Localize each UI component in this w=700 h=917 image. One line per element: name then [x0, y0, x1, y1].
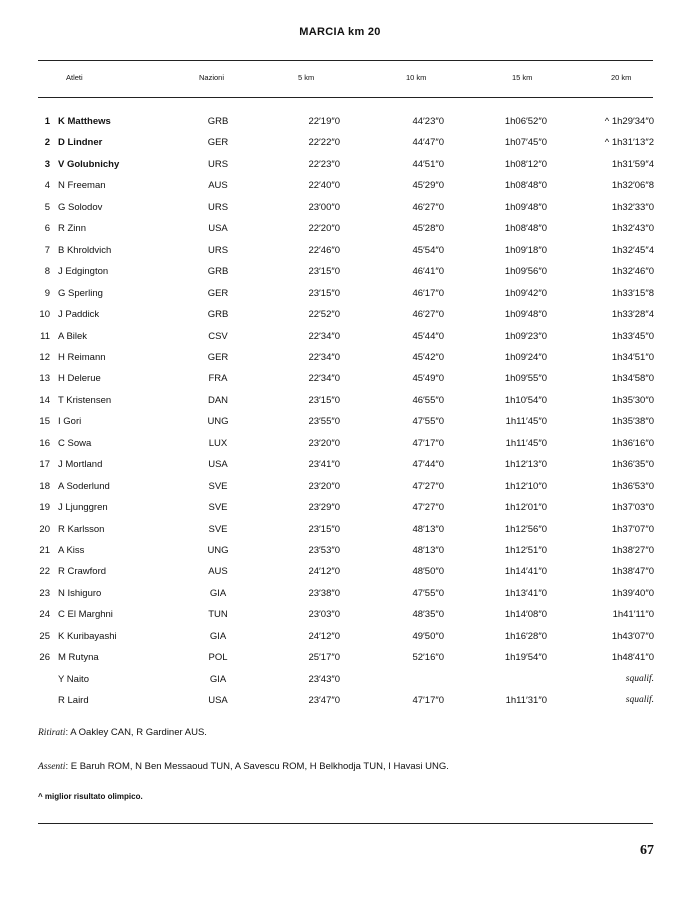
rank-cell: 23: [39, 587, 50, 599]
table-row: [0, 545, 700, 566]
bottom-rule: [38, 823, 653, 824]
table-row: [0, 566, 700, 587]
rank-cell: 19: [39, 502, 50, 514]
split-10km: 48′50″0: [412, 566, 444, 578]
split-10km: 46′27″0: [412, 309, 444, 321]
split-5km: 25′17″0: [308, 652, 340, 664]
time-20km: 1h36′16″0: [611, 437, 654, 449]
split-15km: 1h12′10″0: [504, 480, 547, 492]
nation-cell: SVE: [208, 480, 228, 492]
athlete-name: I Gori: [58, 416, 82, 428]
rank-cell: 20: [39, 523, 50, 535]
rank-cell: 25: [39, 630, 50, 642]
athlete-name: A Bilek: [58, 330, 88, 342]
split-5km: 22′20″0: [308, 223, 340, 235]
split-10km: 45′28″0: [412, 223, 444, 235]
time-20km: 1h36′53″0: [611, 480, 654, 492]
table-row: [0, 416, 700, 437]
page-title: MARCIA km 20: [299, 26, 381, 38]
split-10km: 46′27″0: [412, 201, 444, 213]
time-20km: 1h39′40″0: [611, 587, 654, 599]
rank-cell: 4: [44, 180, 50, 192]
rank-cell: 5: [44, 201, 50, 213]
time-20km: 1h34′51″0: [611, 351, 654, 363]
athlete-name: J Ljunggren: [58, 502, 108, 514]
top-rule: [38, 60, 653, 61]
split-10km: 48′13″0: [412, 545, 444, 556]
split-10km: 45′49″0: [412, 373, 444, 385]
table-row: [0, 223, 700, 244]
nation-cell: GRB: [207, 116, 229, 127]
split-5km: 23′53″0: [308, 545, 340, 556]
split-15km: 1h09′48″0: [504, 201, 547, 213]
split-5km: 23′55″0: [308, 416, 340, 428]
rank-cell: 16: [39, 437, 50, 449]
athlete-name: C El Marghni: [58, 609, 113, 621]
split-15km: 1h08′12″0: [504, 158, 547, 170]
split-10km: 45′54″0: [412, 244, 444, 256]
rank-cell: 1: [44, 116, 50, 127]
absent-label: Assenti: [38, 762, 66, 772]
rank-cell: 7: [44, 244, 50, 256]
split-15km: 1h11′31″0: [505, 695, 547, 707]
split-15km: 1h09′48″0: [504, 309, 547, 321]
withdrawn-label: Ritirati: [38, 728, 66, 738]
split-5km: 23′15″0: [308, 266, 340, 278]
athlete-name: H Delerue: [58, 373, 101, 385]
split-15km: 1h14′41″0: [504, 566, 547, 578]
nation-cell: LUX: [208, 437, 228, 449]
table-row: [0, 309, 700, 330]
athlete-name: V Golubnichy: [58, 158, 120, 170]
split-5km: 22′46″0: [308, 244, 340, 256]
nation-cell: AUS: [208, 566, 228, 578]
split-15km: 1h12′13″0: [504, 459, 547, 471]
athlete-name: C Sowa: [58, 437, 92, 449]
table-row: [0, 459, 700, 480]
header-athletes: Atleti: [66, 73, 83, 82]
nation-cell: SVE: [208, 502, 228, 514]
table-row: [0, 352, 700, 373]
table-row: [0, 481, 700, 502]
nation-cell: GER: [207, 137, 229, 149]
time-20km: 1h32′43″0: [611, 223, 654, 235]
table-row: [0, 588, 700, 609]
table-row: [0, 266, 700, 287]
rank-cell: 2: [44, 137, 50, 149]
split-5km: 22′34″0: [308, 351, 340, 363]
nation-cell: GIA: [209, 630, 227, 642]
split-5km: 23′03″0: [308, 609, 340, 621]
split-15km: 1h13′41″0: [504, 587, 547, 599]
time-20km: 1h37′07″0: [611, 523, 654, 535]
split-15km: 1h12′51″0: [504, 545, 547, 556]
athlete-name: G Solodov: [58, 201, 103, 213]
nation-cell: DAN: [207, 394, 229, 406]
header-rule: [38, 97, 653, 98]
split-15km: 1h11′45″0: [505, 416, 547, 428]
time-20km: 1h48′41″0: [611, 652, 654, 664]
athlete-name: K Matthews: [58, 116, 111, 127]
time-20km: 1h33′45″0: [611, 330, 654, 342]
athlete-name: H Reimann: [58, 351, 106, 363]
table-row: [0, 331, 700, 352]
split-10km: 46′17″0: [412, 287, 444, 299]
time-20km: 1h32′46″0: [611, 266, 654, 278]
nation-cell: URS: [207, 244, 229, 256]
table-row: [0, 652, 700, 673]
split-5km: 23′15″0: [308, 394, 340, 406]
split-5km: 22′34″0: [308, 373, 340, 385]
header-15km: 15 km: [512, 73, 533, 82]
absent-note: [38, 761, 449, 772]
header-20km: 20 km: [611, 73, 632, 82]
nation-cell: URS: [207, 201, 229, 213]
withdrawn-text: : A Oakley CAN, R Gardiner AUS.: [65, 727, 207, 738]
rank-cell: 13: [39, 373, 50, 385]
time-20km: squalif.: [625, 695, 654, 706]
nation-cell: UNG: [207, 416, 229, 428]
time-20km: 1h43′07″0: [611, 630, 654, 642]
nation-cell: GIA: [209, 587, 227, 599]
split-5km: 23′41″0: [308, 459, 340, 471]
split-10km: 48′35″0: [412, 609, 444, 621]
header-5km: 5 km: [298, 73, 315, 82]
athlete-name: J Mortland: [58, 459, 103, 471]
split-15km: 1h12′01″0: [504, 502, 547, 514]
time-20km: ^ 1h31′13″2: [604, 137, 654, 149]
nation-cell: UNG: [207, 545, 229, 556]
nation-cell: URS: [207, 158, 229, 170]
split-10km: 44′23″0: [412, 116, 444, 127]
split-5km: 23′29″0: [308, 502, 340, 514]
table-row: [0, 180, 700, 201]
table-row: [0, 137, 700, 158]
split-5km: 22′34″0: [308, 330, 340, 342]
split-15km: 1h08′48″0: [504, 180, 547, 192]
split-5km: 23′20″0: [308, 437, 340, 449]
rank-cell: 18: [39, 480, 50, 492]
split-5km: 24′12″0: [308, 630, 340, 642]
athlete-name: J Edgington: [58, 266, 109, 278]
time-20km: ^ 1h29′34″0: [604, 116, 654, 127]
split-5km: 23′20″0: [308, 480, 340, 492]
time-20km: 1h38′47″0: [611, 566, 654, 578]
split-5km: 23′15″0: [308, 287, 340, 299]
split-10km: 47′55″0: [412, 587, 444, 599]
rank-cell: 22: [39, 566, 50, 578]
nation-cell: AUS: [208, 180, 228, 192]
page-number: 67: [640, 843, 654, 858]
athlete-name: Y Naito: [58, 673, 89, 685]
time-20km: 1h32′33″0: [611, 201, 654, 213]
rank-cell: 11: [40, 330, 50, 342]
split-10km: 47′44″0: [412, 459, 444, 471]
split-5km: 23′47″0: [308, 695, 340, 707]
split-15km: 1h09′18″0: [504, 244, 547, 256]
split-15km: 1h11′45″0: [505, 437, 547, 449]
split-5km: 22′52″0: [308, 309, 340, 321]
time-20km: 1h36′35″0: [611, 459, 654, 471]
table-row: [0, 609, 700, 630]
rank-cell: 14: [39, 394, 50, 406]
time-20km: 1h32′45″4: [611, 244, 654, 256]
rank-cell: 15: [39, 416, 50, 428]
athlete-name: T Kristensen: [58, 394, 112, 406]
split-10km: 45′29″0: [412, 180, 444, 192]
rank-cell: 17: [39, 459, 50, 471]
time-20km: 1h38′27″0: [611, 545, 654, 556]
split-10km: 45′42″0: [412, 351, 444, 363]
split-10km: 46′55″0: [412, 394, 444, 406]
time-20km: 1h41′11″0: [612, 609, 654, 621]
nation-cell: GER: [207, 287, 229, 299]
split-10km: 47′55″0: [412, 416, 444, 428]
time-20km: 1h33′28″4: [611, 309, 654, 321]
split-10km: 44′51″0: [412, 158, 444, 170]
rank-cell: 21: [39, 545, 50, 556]
table-row: [0, 159, 700, 180]
split-15km: 1h07′45″0: [504, 137, 547, 149]
split-5km: 23′38″0: [308, 587, 340, 599]
athlete-name: M Rutyna: [58, 652, 99, 664]
table-row: [0, 245, 700, 266]
split-5km: 23′00″0: [308, 201, 340, 213]
withdrawn-note: [38, 727, 207, 738]
athlete-name: R Crawford: [58, 566, 107, 578]
table-row: [0, 631, 700, 652]
split-15km: 1h09′56″0: [504, 266, 547, 278]
athlete-name: B Khroldvich: [58, 244, 112, 256]
header-nations: Nazioni: [199, 73, 225, 82]
athlete-name: R Zinn: [58, 223, 86, 235]
rank-cell: 6: [44, 223, 50, 235]
athlete-name: D Lindner: [58, 137, 103, 149]
table-row: [0, 373, 700, 394]
table-row: [0, 395, 700, 416]
time-20km: 1h35′30″0: [611, 394, 654, 406]
split-15km: 1h10′54″0: [504, 394, 547, 406]
split-10km: 44′47″0: [412, 137, 444, 149]
time-20km: 1h31′59″4: [611, 158, 654, 170]
athlete-name: G Sperling: [58, 287, 103, 299]
time-20km: squalif.: [625, 673, 654, 684]
rank-cell: 9: [44, 287, 50, 299]
absent-text: : E Baruh ROM, N Ben Messaoud TUN, A Savescu ROM, H Belkhodja TUN, I Havasi UNG.: [65, 761, 449, 772]
nation-cell: USA: [208, 223, 228, 235]
nation-cell: GER: [207, 351, 229, 363]
nation-cell: GRB: [207, 309, 229, 321]
split-5km: 22′19″0: [308, 116, 340, 127]
table-row: [0, 116, 700, 137]
table-row: [0, 202, 700, 223]
table-row: [0, 502, 700, 523]
time-20km: 1h35′38″0: [611, 416, 654, 428]
athlete-name: A Kiss: [58, 545, 85, 556]
split-10km: 52′16″0: [412, 652, 444, 664]
athlete-name: R Karlsson: [58, 523, 105, 535]
nation-cell: FRA: [208, 373, 228, 385]
table-row: [0, 438, 700, 459]
athlete-name: A Soderlund: [58, 480, 110, 492]
rank-cell: 3: [44, 158, 50, 170]
athlete-name: N Ishiguro: [58, 587, 102, 599]
split-15km: 1h19′54″0: [504, 652, 547, 664]
athlete-name: R Laird: [58, 695, 89, 707]
table-row: [0, 674, 700, 695]
split-10km: 46′41″0: [412, 266, 444, 278]
rank-cell: 12: [39, 351, 50, 363]
split-15km: 1h09′42″0: [504, 287, 547, 299]
table-row: [0, 524, 700, 545]
time-20km: 1h34′58″0: [611, 373, 654, 385]
split-10km: 47′17″0: [412, 437, 444, 449]
athlete-name: J Paddick: [58, 309, 100, 321]
athlete-name: K Kuribayashi: [58, 630, 117, 642]
time-20km: 1h33′15″8: [611, 287, 654, 299]
split-15km: 1h12′56″0: [504, 523, 547, 535]
nation-cell: GRB: [207, 266, 229, 278]
table-row: [0, 695, 700, 716]
split-10km: 49′50″0: [412, 630, 444, 642]
record-note: ^ miglior risultato olimpico.: [38, 792, 143, 801]
rank-cell: 8: [44, 266, 50, 278]
split-15km: 1h16′28″0: [504, 630, 547, 642]
nation-cell: CSV: [208, 330, 228, 342]
header-10km: 10 km: [406, 73, 427, 82]
rank-cell: 26: [39, 652, 50, 664]
nation-cell: POL: [208, 652, 228, 664]
split-15km: 1h14′08″0: [504, 609, 547, 621]
split-10km: 47′27″0: [412, 502, 444, 514]
split-10km: 47′17″0: [412, 695, 444, 707]
split-15km: 1h08′48″0: [504, 223, 547, 235]
nation-cell: SVE: [208, 523, 228, 535]
split-5km: 22′40″0: [308, 180, 340, 192]
split-5km: 22′23″0: [308, 158, 340, 170]
table-row: [0, 288, 700, 309]
split-10km: 45′44″0: [412, 330, 444, 342]
split-15km: 1h09′24″0: [504, 351, 547, 363]
split-15km: 1h06′52″0: [504, 116, 547, 127]
split-5km: 23′43″0: [308, 673, 340, 685]
nation-cell: USA: [208, 459, 228, 471]
nation-cell: USA: [208, 695, 228, 707]
nation-cell: GIA: [209, 673, 227, 685]
split-5km: 22′22″0: [308, 137, 340, 149]
time-20km: 1h37′03″0: [611, 502, 654, 514]
nation-cell: TUN: [208, 609, 228, 621]
rank-cell: 24: [39, 609, 50, 621]
split-5km: 23′15″0: [308, 523, 340, 535]
split-10km: 47′27″0: [412, 480, 444, 492]
time-20km: 1h32′06″8: [611, 180, 654, 192]
split-15km: 1h09′23″0: [504, 330, 547, 342]
athlete-name: N Freeman: [58, 180, 106, 192]
split-15km: 1h09′55″0: [504, 373, 547, 385]
split-10km: 48′13″0: [412, 523, 444, 535]
rank-cell: 10: [39, 309, 50, 321]
split-5km: 24′12″0: [308, 566, 340, 578]
